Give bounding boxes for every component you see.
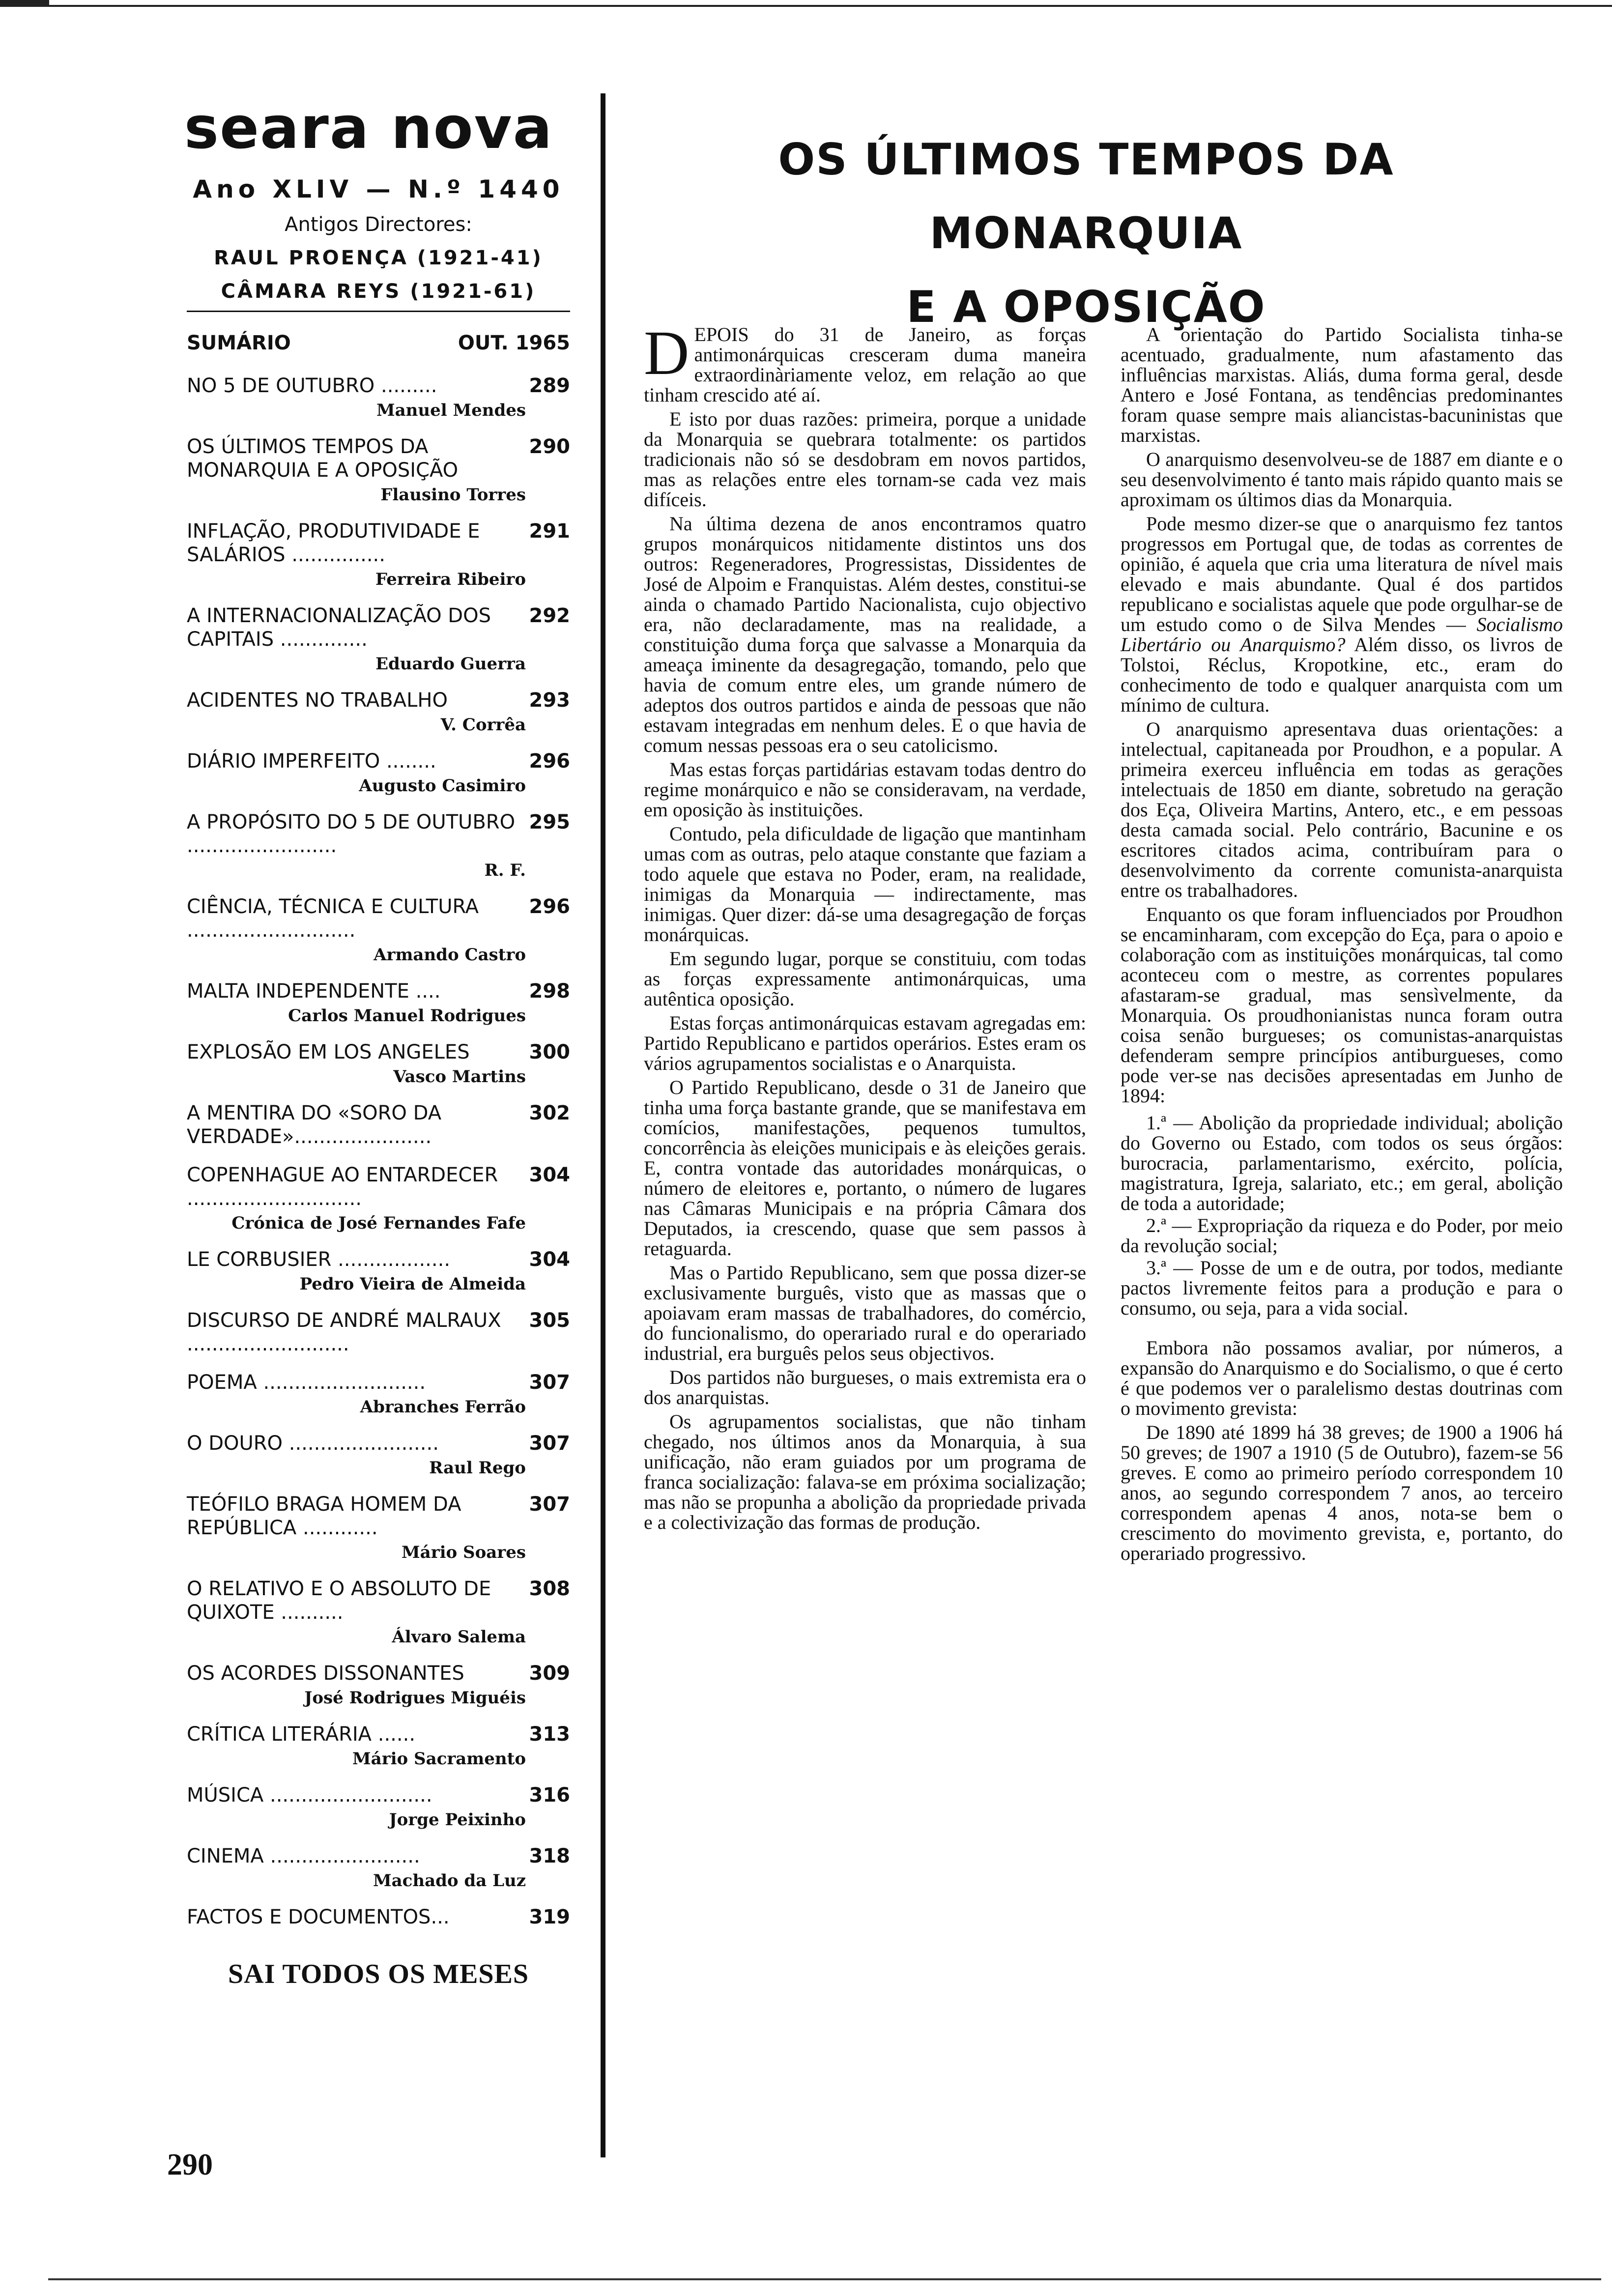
toc-page: 319 xyxy=(529,1906,570,1928)
toc-title: O RELATIVO E O ABSOLUTO DE QUIXOTE .......... xyxy=(187,1578,491,1624)
toc-title: CINEMA ........................ xyxy=(187,1845,420,1867)
director-2: CÂMARA REYS (1921-61) xyxy=(221,280,536,303)
toc-author: Crónica de José Fernandes Fafe xyxy=(231,1213,526,1233)
article-paragraph: DEPOIS do 31 de Janeiro, as forças antimonárquicas cresceram duma maneira extraordinàriamente veloz, em relação ao que tinham crescido até aí. xyxy=(644,318,1086,406)
toc-title: DISCURSO DE ANDRÉ MALRAUX .......................... xyxy=(187,1309,501,1355)
article-paragraph: A orientação do Partido Socialista tinha-se acentuado, gradualmente, num afastamento das influências marxistas. Aliás, duma forma geral, desde Antero e José Fontana, as tendências predominantes foram quase sempre mais aliancistas-bacuninistas que marxistas. xyxy=(1121,323,1563,446)
toc-entry xyxy=(187,1248,570,1294)
toc-line xyxy=(187,749,570,773)
toc-author: Machado da Luz xyxy=(373,1871,526,1891)
toc-author: Flausino Torres xyxy=(380,485,526,505)
toc-author: Augusto Casimiro xyxy=(359,776,526,796)
toc-line xyxy=(187,604,570,651)
toc-page: 296 xyxy=(529,750,570,773)
article-paragraph: O anarquismo apresentava duas orientações: a intelectual, capitaneada por Proudhon, e a popular. A primeira exerceu influência em todas as gerações intelectuais de 1850 em diante, sobretudo na geração dos Eça, Oliveira Martins, Antero, etc., e em pessoas desta camada social. Pelo contrário, Bacunine e os escritores citados acima, contribuíram para o desenvolvimento da corrente comunista-anarquista entre os trabalhadores. xyxy=(1121,718,1563,901)
article-column-1 xyxy=(644,318,1086,1536)
toc-author: Eduardo Guerra xyxy=(375,654,526,674)
drop-cap: D xyxy=(644,318,690,388)
summary-date: OUT. 1965 xyxy=(458,332,570,354)
former-directors-label: Antigos Directores: xyxy=(285,213,472,236)
book-title: Socialismo Libertário ou Anarquismo? xyxy=(1121,613,1563,656)
toc-entry xyxy=(187,810,570,880)
top-border xyxy=(0,5,1612,7)
toc-line xyxy=(187,1662,570,1685)
toc-entry xyxy=(187,1309,570,1356)
toc-title: LE CORBUSIER .................. xyxy=(187,1248,451,1271)
toc-title: A MENTIRA DO «SORO DA VERDADE»...................... xyxy=(187,1102,442,1148)
toc-title: COPENHAGUE AO ENTARDECER ............................ xyxy=(187,1164,498,1210)
toc-author: Armando Castro xyxy=(374,945,526,965)
table-of-contents xyxy=(187,374,570,1929)
article-paragraph: Embora não possamos avaliar, por números, a expansão do Anarquismo e do Socialismo, o que é certo é que podemos ver o paralelismo destas doutrinas com o movimento grevista: xyxy=(1121,1337,1563,1419)
masthead-divider xyxy=(187,311,570,312)
toc-author: R. F. xyxy=(484,861,526,880)
decision-item: 3.ª — Posse de um e de outra, por todos, mediante pactos livremente feitos para a produção e para o consumo, ou seja, para a vida social. xyxy=(1121,1257,1563,1319)
toc-entry xyxy=(187,604,570,674)
toc-author: Carlos Manuel Rodrigues xyxy=(288,1006,526,1026)
decisions-list xyxy=(1121,1113,1563,1318)
article-paragraph: Enquanto os que foram influenciados por Proudhon se encaminharam, com excepção do Eça, para o apoio e colaboração com as instituições monárquicas, tal como aconteceu com o mestre, as correntes populares afastaram-se gradual, mas sensìvelmente, da Monarquia. Os proudhonianistas nunca foram outra coisa senão burgueses; os comunistas-anarquistas defenderam sempre princípios antiburgueses, como pode ver-se nas decisões apresentadas em Junho de 1894: xyxy=(1121,903,1563,1107)
toc-line xyxy=(187,1844,570,1868)
toc-line xyxy=(187,1432,570,1455)
article-paragraph: Em segundo lugar, porque se constituiu, com todas as forças expressamente antimonárquicas, uma autêntica oposição. xyxy=(644,947,1086,1010)
toc-title: CRÍTICA LITERÁRIA ...... xyxy=(187,1723,416,1746)
toc-entry xyxy=(187,1040,570,1087)
left-column xyxy=(184,94,570,1990)
toc-page: 313 xyxy=(529,1723,570,1746)
toc-title: MALTA INDEPENDENTE .... xyxy=(187,980,441,1003)
article-headline xyxy=(619,123,1553,344)
toc-page: 293 xyxy=(529,689,570,712)
toc-entry xyxy=(187,1492,570,1562)
toc-page: 307 xyxy=(529,1432,570,1455)
bottom-border xyxy=(48,2278,1601,2280)
toc-entry xyxy=(187,1844,570,1891)
article-paragraph: Dos partidos não burgueses, o mais extremista era o dos anarquistas. xyxy=(644,1366,1086,1408)
toc-title: FACTOS E DOCUMENTOS... xyxy=(187,1906,450,1928)
toc-author: Ferreira Ribeiro xyxy=(375,570,526,589)
toc-title: CIÊNCIA, TÉCNICA E CULTURA ........................... xyxy=(187,895,479,942)
article-paragraph: Contudo, pela dificuldade de ligação que mantinham umas com as outras, pelo ataque constante que faziam a todo aquele que estava no Poder, eram, na realidade, inimigas da Monarquia — indirectamente, mas inimigas. Quer dizer: dá-se uma desagregação de forças monárquicas. xyxy=(644,823,1086,946)
article-paragraph: Estas forças antimonárquicas estavam agregadas em: Partido Republicano e partidos operários. Estes eram os vários agrupamentos socialistas e o Anarquista. xyxy=(644,1012,1086,1074)
toc-line xyxy=(187,1309,570,1356)
toc-line xyxy=(187,1905,570,1929)
article-paragraph: Mas estas forças partidárias estavam todas dentro do regime monárquico e não se consideravam, na verdade, em oposição às instituições. xyxy=(644,758,1086,821)
column-divider xyxy=(601,93,605,2157)
toc-author: Manuel Mendes xyxy=(376,401,526,420)
toc-entry xyxy=(187,1432,570,1478)
toc-entry xyxy=(187,1722,570,1769)
article-paragraph: Pode mesmo dizer-se que o anarquismo fez tantos progressos em Portugal que, de todas as correntes de opinião, é aquela que cria uma literatura de nível mais elevado e mais abundante. Qual é dos partidos republicano e socialistas aquele que pode orgulhar-se de um estudo como o de Silva Mendes — Socialismo Libertário ou Anarquismo? Além disso, os livros de Tolstoi, Réclus, Kropotkine, etc., eram do conhecimento de todo e qualquer anarquista com um mínimo de cultura. xyxy=(1121,513,1563,716)
toc-page: 318 xyxy=(529,1845,570,1867)
toc-page: 289 xyxy=(529,374,570,397)
toc-author: Raul Rego xyxy=(429,1458,526,1478)
decision-item: 2.ª — Expropriação da riqueza e do Poder, por meio da revolução social; xyxy=(1121,1214,1563,1257)
toc-page: 290 xyxy=(529,435,570,458)
toc-entry xyxy=(187,1101,570,1148)
top-corner-mark xyxy=(0,0,49,5)
toc-page: 298 xyxy=(529,980,570,1003)
toc-entry xyxy=(187,689,570,735)
article-paragraph: E isto por duas razões: primeira, porque a unidade da Monarquia se quebrara totalmente: os partidos tradicionais não só se desdobram em novos partidos, mas as relações entre eles tornam-se cada vez mais difíceis. xyxy=(644,408,1086,511)
toc-entry xyxy=(187,1662,570,1708)
toc-title: EXPLOSÃO EM LOS ANGELES xyxy=(187,1041,470,1063)
toc-line xyxy=(187,979,570,1003)
article-paragraph: De 1890 até 1899 há 38 greves; de 1900 a 1906 há 50 greves; de 1907 a 1910 (5 de Outubro), fazem-se 56 greves. E como ao primeiro período correspondem 10 anos, ao segundo correspondem 7 anos, ao terceiro correspondem apenas 4 anos, nota-se bem o crescimento do movimento grevista, e, portanto, do operariado progressivo. xyxy=(1121,1421,1563,1564)
article-column-2 xyxy=(1121,324,1563,1567)
page-number: 290 xyxy=(167,2148,213,2181)
toc-line xyxy=(187,1040,570,1064)
toc-title: NO 5 DE OUTUBRO ......... xyxy=(187,374,437,397)
toc-page: 292 xyxy=(529,604,570,627)
toc-page: 302 xyxy=(529,1102,570,1124)
toc-line xyxy=(187,810,570,858)
summary-header xyxy=(187,332,570,354)
toc-page: 300 xyxy=(529,1041,570,1063)
toc-title: O DOURO ........................ xyxy=(187,1432,439,1455)
toc-title: INFLAÇÃO, PRODUTIVIDADE E SALÁRIOS ............... xyxy=(187,520,480,566)
toc-author: Vasco Martins xyxy=(393,1067,526,1087)
article-paragraph: Mas o Partido Republicano, sem que possa dizer-se exclusivamente burguês, visto que as massas que o apoiavam eram massas de trabalhadores, do comércio, do funcionalismo, do operariado rural e do operariado industrial, era burguês pelos seus objectivos. xyxy=(644,1262,1086,1364)
toc-entry xyxy=(187,749,570,796)
toc-title: OS ACORDES DISSONANTES xyxy=(187,1662,464,1685)
monthly-notice: SAI TODOS OS MESES xyxy=(228,1959,529,1989)
toc-entry xyxy=(187,435,570,505)
toc-entry xyxy=(187,374,570,420)
toc-page: 304 xyxy=(529,1248,570,1271)
toc-title: TEÓFILO BRAGA HOMEM DA REPÚBLICA ............ xyxy=(187,1493,461,1539)
toc-title: ACIDENTES NO TRABALHO xyxy=(187,689,448,712)
director-1: RAUL PROENÇA (1921-41) xyxy=(214,247,543,269)
toc-page: 307 xyxy=(529,1493,570,1516)
toc-line xyxy=(187,1783,570,1807)
toc-line xyxy=(187,435,570,482)
toc-title: OS ÚLTIMOS TEMPOS DA MONARQUIA E A OPOSIÇÃO xyxy=(187,435,459,482)
toc-entry xyxy=(187,519,570,589)
toc-line xyxy=(187,1371,570,1394)
toc-title: POEMA .......................... xyxy=(187,1371,426,1394)
article-paragraph: Os agrupamentos socialistas, que não tinham chegado, nos últimos anos da Monarquia, à sua unificação, não eram guiados por um programa de franca socialização: falava-se em próxima socialização; mas não se propunha a abolição da propriedade privada e a colectivização das formas de produção. xyxy=(644,1410,1086,1533)
toc-author: Mário Sacramento xyxy=(352,1749,526,1769)
toc-author: Álvaro Salema xyxy=(392,1627,526,1647)
toc-page: 309 xyxy=(529,1662,570,1685)
toc-entry xyxy=(187,895,570,965)
toc-line xyxy=(187,1163,570,1210)
toc-line xyxy=(187,374,570,398)
toc-entry xyxy=(187,979,570,1026)
toc-author: Abranches Ferrão xyxy=(360,1397,526,1417)
toc-title: DIÁRIO IMPERFEITO ........ xyxy=(187,750,436,773)
headline-line-1: OS ÚLTIMOS TEMPOS DA MONARQUIA xyxy=(778,134,1394,258)
article-paragraph: Na última dezena de anos encontramos quatro grupos monárquicos nitidamente distintos uns dos outros: Regeneradores, Progressistas, Dissidentes de José de Alpoim e Franquistas. Além destes, constitui-se ainda o chamado Partido Nacionalista, cujo objectivo era, não declaradamente, mas na realidade, a constituição duma força que salvasse a Monarquia da ameaça iminente da desagregação, tomando, pelo que havia de comum entre eles, um grande número de adeptos dos outros partidos e ainda de pessoas que não estavam integradas em nenhum deles. E o que havia de comum nessas pessoas era o seu catolicismo. xyxy=(644,513,1086,756)
decision-item: 1.ª — Abolição da propriedade individual; abolição do Governo ou Estado, com todos os seus órgãos: burocracia, parlamentarismo, exército, polícia, magistratura, Igreja, salariato, etc.; em geral, abolição de toda a autoridade; xyxy=(1121,1112,1563,1214)
toc-line xyxy=(187,1101,570,1148)
toc-title: A PROPÓSITO DO 5 DE OUTUBRO ........................ xyxy=(187,811,516,857)
toc-title: MÚSICA .......................... xyxy=(187,1784,432,1807)
headline-line-2: E A OPOSIÇÃO xyxy=(906,282,1266,332)
toc-page: 305 xyxy=(529,1309,570,1332)
toc-entry xyxy=(187,1783,570,1830)
toc-entry xyxy=(187,1371,570,1417)
toc-line xyxy=(187,1492,570,1540)
toc-author: Mário Soares xyxy=(402,1543,526,1562)
toc-page: 308 xyxy=(529,1578,570,1600)
toc-page: 295 xyxy=(529,811,570,833)
masthead-title: seara nova xyxy=(184,94,553,162)
toc-page: 304 xyxy=(529,1164,570,1186)
issue-number: Ano XLIV — N.º 1440 xyxy=(193,175,564,203)
toc-page: 291 xyxy=(529,520,570,543)
toc-line xyxy=(187,895,570,942)
toc-page: 296 xyxy=(529,895,570,918)
toc-title: A INTERNACIONALIZAÇÃO DOS CAPITAIS .............. xyxy=(187,604,491,651)
toc-author: Jorge Peixinho xyxy=(389,1810,526,1830)
toc-author: José Rodrigues Miguéis xyxy=(304,1688,526,1708)
article-paragraph: O Partido Republicano, desde o 31 de Janeiro que tinha uma força bastante grande, que se manifestava em comícios, manifestações, pequenos tumultos, concorrência às eleições municipais e às eleições gerais. E, contra vontade das autoridades monárquicas, o número de eleitores e, portanto, o número de lugares nas Câmaras Municipais e na própria Câmara dos Deputados, ia crescendo, quase que sem passos à retaguarda. xyxy=(644,1076,1086,1260)
toc-author: V. Corrêa xyxy=(440,715,526,735)
toc-entry xyxy=(187,1163,570,1233)
toc-line xyxy=(187,689,570,712)
toc-line xyxy=(187,1577,570,1624)
summary-label: SUMÁRIO xyxy=(187,332,291,354)
toc-line xyxy=(187,1722,570,1746)
toc-entry xyxy=(187,1905,570,1929)
toc-author: Pedro Vieira de Almeida xyxy=(299,1274,526,1294)
toc-line xyxy=(187,519,570,567)
article-paragraph: O anarquismo desenvolveu-se de 1887 em diante e o seu desenvolvimento é tanto mais rápido quanto mais se aproximam os últimos dias da Monarquia. xyxy=(1121,448,1563,511)
toc-page: 316 xyxy=(529,1784,570,1807)
toc-page: 307 xyxy=(529,1371,570,1394)
toc-line xyxy=(187,1248,570,1271)
toc-entry xyxy=(187,1577,570,1647)
